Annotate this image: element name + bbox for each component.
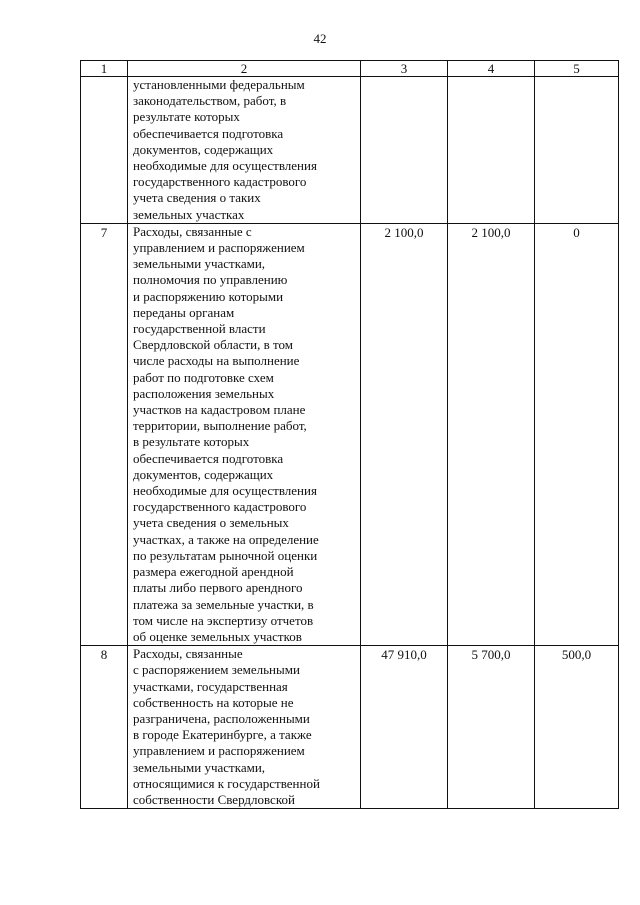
- column-header: 1: [81, 61, 128, 77]
- description-line: документов, содержащих: [133, 466, 274, 482]
- budget-table: [80, 60, 619, 809]
- page-number: 42: [313, 31, 327, 46]
- description-line: результате которых: [133, 109, 240, 125]
- description-line: государственного кадастрового: [133, 499, 307, 515]
- column-header: 2: [128, 61, 361, 77]
- row-number-cell: 7: [81, 223, 128, 645]
- amount-cell-col3: [361, 77, 448, 224]
- description-line: управлением и распоряжением: [133, 743, 305, 759]
- description-line: в городе Екатеринбурге, а также: [133, 727, 312, 743]
- description-line: земельных участках: [133, 206, 245, 222]
- column-header: 4: [448, 61, 535, 77]
- description-line: с распоряжением земельными: [133, 662, 300, 678]
- amount-cell-col5: 0: [535, 223, 619, 645]
- description-line: законодательством, работ, в: [133, 93, 287, 109]
- column-header: 5: [535, 61, 619, 77]
- description-line: размера ежегодной арендной: [133, 564, 294, 580]
- table-row: [81, 646, 619, 809]
- description-line: учета сведения о таких: [133, 190, 261, 206]
- description-line: числе расходы на выполнение: [133, 353, 300, 369]
- description-line: государственного кадастрового: [133, 174, 307, 190]
- description-line: и распоряжению которыми: [133, 288, 284, 304]
- description-line: документов, содержащих: [133, 141, 274, 157]
- description-line: необходимые для осуществления: [133, 158, 317, 174]
- amount-cell-col5: 500,0: [535, 646, 619, 809]
- description-line: Расходы, связанные с: [133, 223, 252, 239]
- description-line: управлением и распоряжением: [133, 240, 305, 256]
- description-cell: [128, 223, 361, 645]
- description-line: земельными участками,: [133, 256, 266, 272]
- description-line: том числе на экспертизу отчетов: [133, 612, 314, 628]
- description-line: в результате которых: [133, 434, 250, 450]
- description-line: полномочия по управлению: [133, 272, 288, 288]
- table-row: [81, 77, 619, 224]
- amount-cell-col4: 5 700,0: [448, 646, 535, 809]
- description-line: платы либо первого арендного: [133, 580, 303, 596]
- amount-cell-col5: [535, 77, 619, 224]
- description-line: разграничена, расположенными: [133, 710, 310, 726]
- column-header: 3: [361, 61, 448, 77]
- description-line: территории, выполнение работ,: [133, 418, 307, 434]
- description-line: необходимые для осуществления: [133, 483, 317, 499]
- description-line: земельными участками,: [133, 759, 266, 775]
- description-line: собственности Свердловской: [133, 791, 295, 807]
- description-line: работ по подготовке схем: [133, 369, 274, 385]
- description-line: собственность на которые не: [133, 694, 294, 710]
- amount-cell-col3: 2 100,0: [361, 223, 448, 645]
- amount-cell-col4: [448, 77, 535, 224]
- description-line: относящимися к государственной: [133, 775, 320, 791]
- description-line: Расходы, связанные: [133, 646, 243, 662]
- description-line: платежа за земельные участки, в: [133, 596, 314, 612]
- description-line: учета сведения о земельных: [133, 515, 289, 531]
- description-line: Свердловской области, в том: [133, 337, 293, 353]
- description-line: установленными федеральным: [133, 77, 305, 92]
- description-cell: [128, 646, 361, 809]
- table-body: [81, 77, 619, 809]
- description-line: обеспечивается подготовка: [133, 125, 284, 141]
- description-line: расположения земельных: [133, 385, 275, 401]
- description-line: государственной власти: [133, 321, 266, 337]
- row-number-cell: [81, 77, 128, 224]
- table-header-row: [81, 61, 619, 77]
- description-line: участках, а также на определение: [133, 531, 319, 547]
- description-line: об оценке земельных участков: [133, 628, 302, 644]
- amount-cell-col3: 47 910,0: [361, 646, 448, 809]
- description-line: переданы органам: [133, 304, 235, 320]
- description-line: обеспечивается подготовка: [133, 450, 284, 466]
- description-line: участков на кадастровом плане: [133, 402, 306, 418]
- table-row: [81, 223, 619, 645]
- amount-cell-col4: 2 100,0: [448, 223, 535, 645]
- row-number-cell: 8: [81, 646, 128, 809]
- description-line: участками, государственная: [133, 678, 288, 694]
- description-line: по результатам рыночной оценки: [133, 547, 318, 563]
- description-cell: [128, 77, 361, 224]
